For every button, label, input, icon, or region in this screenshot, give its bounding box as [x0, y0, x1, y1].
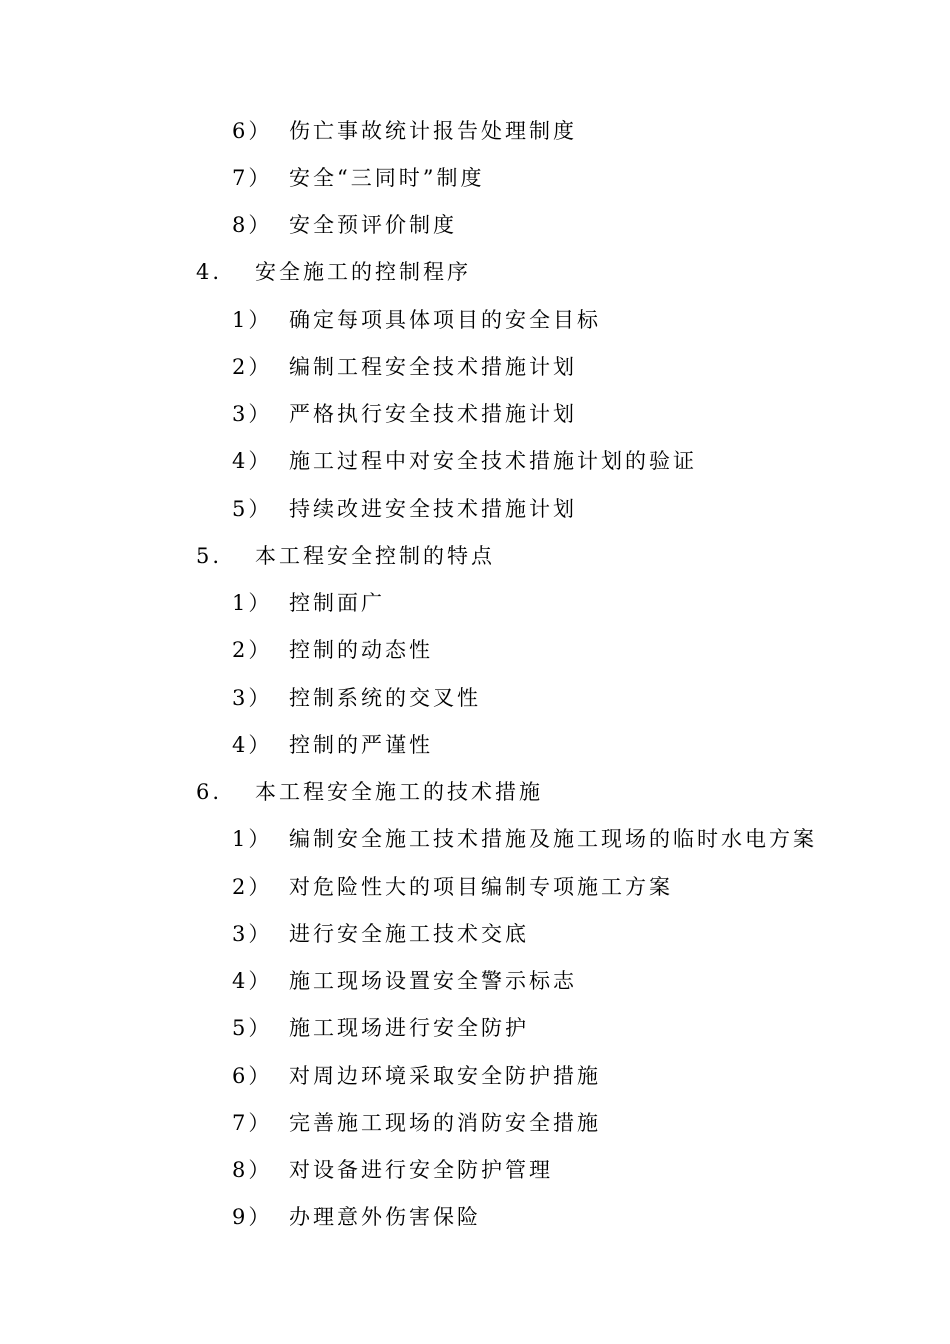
section-title: 本工程安全施工的技术措施	[255, 780, 543, 804]
item-number: 6）	[232, 1064, 273, 1088]
item-number: 5）	[232, 1016, 273, 1040]
item-number: 4）	[232, 733, 273, 757]
item-number: 1）	[232, 591, 273, 615]
item-number: 8）	[232, 1158, 273, 1182]
item-text: 对危险性大的项目编制专项施工方案	[289, 875, 673, 899]
item-text: 伤亡事故统计报告处理制度	[289, 119, 577, 143]
item-number: 5）	[232, 497, 273, 521]
item-text: 控制系统的交叉性	[289, 686, 481, 710]
item-text: 完善施工现场的消防安全措施	[289, 1111, 601, 1135]
item-text: 控制的严谨性	[289, 733, 433, 757]
item-text: 施工过程中对安全技术措施计划的验证	[289, 449, 697, 473]
item-number: 7）	[232, 1111, 273, 1135]
item-text: 持续改进安全技术措施计划	[289, 497, 577, 521]
item-number: 3）	[232, 922, 273, 946]
item-text: 施工现场设置安全警示标志	[289, 969, 577, 993]
item-number: 3）	[232, 686, 273, 710]
item-number: 4）	[232, 449, 273, 473]
item-number: 6）	[232, 119, 273, 143]
item-number: 3）	[232, 402, 273, 426]
item-text: 对周边环境采取安全防护措施	[289, 1064, 601, 1088]
item-number: 7）	[232, 166, 273, 190]
item-text: 安全预评价制度	[289, 213, 457, 237]
item-text: 控制的动态性	[289, 638, 433, 662]
section-number: 5.	[196, 544, 223, 568]
item-text: 对设备进行安全防护管理	[289, 1158, 553, 1182]
item-number: 4）	[232, 969, 273, 993]
item-text: 办理意外伤害保险	[289, 1205, 481, 1229]
section-number: 4.	[196, 260, 223, 284]
item-text: 严格执行安全技术措施计划	[289, 402, 577, 426]
item-number: 1）	[232, 308, 273, 332]
item-text: 确定每项具体项目的安全目标	[289, 308, 601, 332]
item-text: 编制工程安全技术措施计划	[289, 355, 577, 379]
item-number: 2）	[232, 638, 273, 662]
section-title: 安全施工的控制程序	[255, 260, 471, 284]
item-number: 2）	[232, 355, 273, 379]
item-number: 9）	[232, 1205, 273, 1229]
item-text: 进行安全施工技术交底	[289, 922, 529, 946]
item-text: 编制安全施工技术措施及施工现场的临时水电方案	[289, 827, 817, 851]
item-number: 1）	[232, 827, 273, 851]
item-text: 控制面广	[289, 591, 385, 615]
section-number: 6.	[196, 780, 223, 804]
section-title: 本工程安全控制的特点	[255, 544, 495, 568]
item-number: 8）	[232, 213, 273, 237]
item-text: 安全“三同时”制度	[289, 166, 485, 190]
item-number: 2）	[232, 875, 273, 899]
item-text: 施工现场进行安全防护	[289, 1016, 529, 1040]
